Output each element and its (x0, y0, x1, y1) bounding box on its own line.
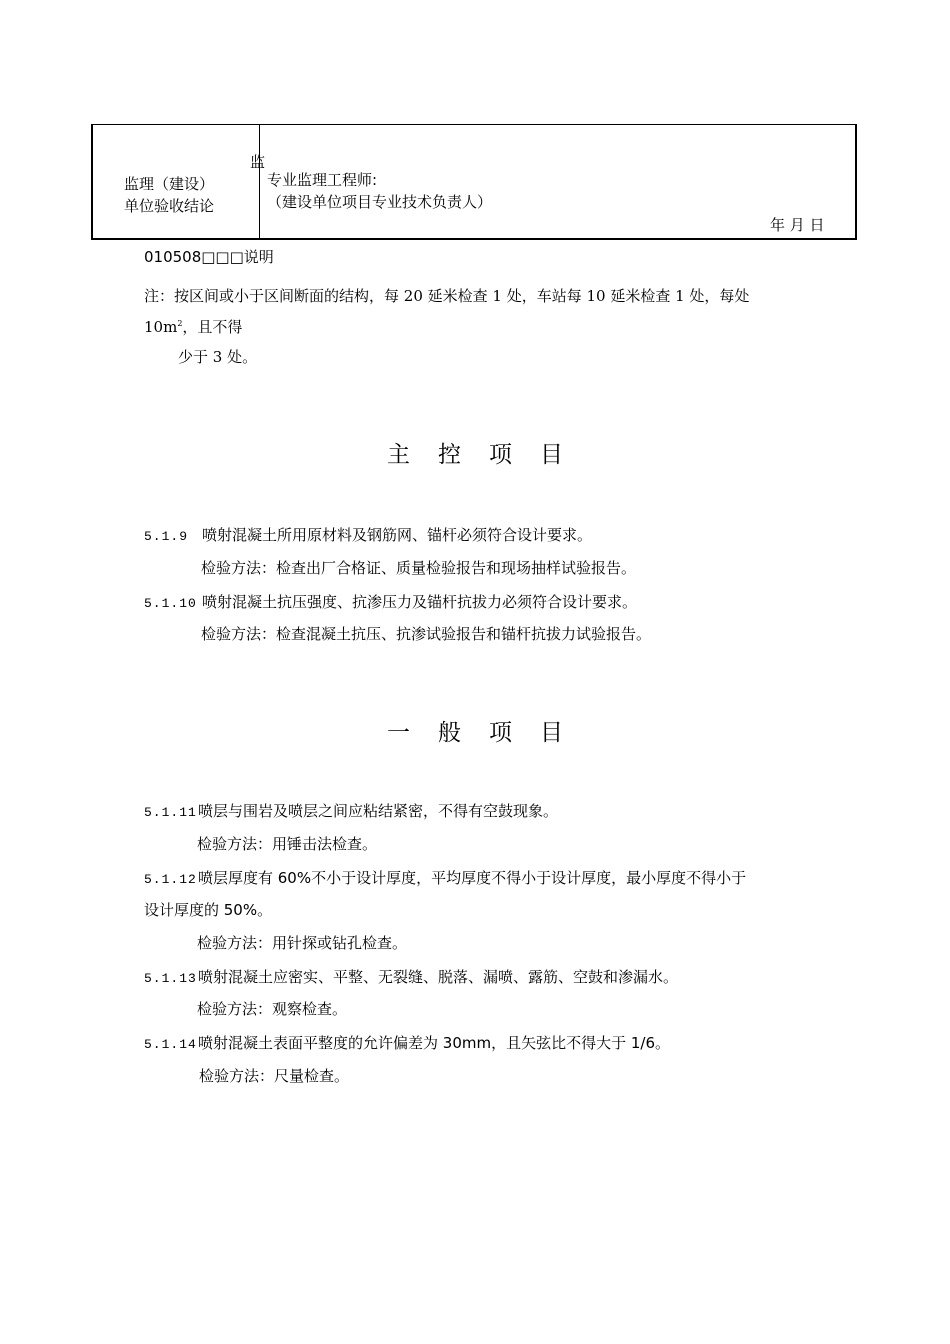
supervision-mark: 监 (250, 153, 266, 171)
table-left-label (124, 173, 214, 217)
item-number: 5.1.12 (144, 872, 197, 887)
general-item-2-method: 检验方法：用针探或钻孔检查。 (197, 934, 408, 952)
code-line: 010508□□□说明 (144, 248, 274, 266)
date-label: 年 月 日 (770, 216, 825, 234)
item-number: 5.1.10 (144, 596, 197, 611)
item-number: 5.1.13 (144, 971, 197, 986)
main-item-1-method: 检验方法：检查出厂合格证、质量检验报告和现场抽样试验报告。 (201, 559, 637, 577)
general-item-3 (144, 966, 678, 987)
general-item-4-method: 检验方法：尺量检查。 (199, 1067, 350, 1085)
main-control-heading: 主控项目 (387, 442, 591, 468)
note-line3: 少于 3 处。 (178, 348, 258, 366)
acceptance-table (91, 124, 857, 240)
item-text: 喷射混凝土应密实、平整、无裂缝、脱落、漏喷、露筋、空鼓和渗漏水。 (198, 968, 679, 986)
note-area-superscript: 2 (177, 319, 183, 328)
general-item-4 (144, 1032, 670, 1053)
item-text: 喷射混凝土所用原材料及钢筋网、锚杆必须符合设计要求。 (202, 526, 593, 544)
item-text: 喷层厚度有 60%不小于设计厚度，平均厚度不得小于设计厚度，最小厚度不得小于 (198, 869, 747, 887)
item-number: 5.1.14 (144, 1037, 197, 1052)
general-item-1-method: 检验方法：用锤击法检查。 (197, 835, 378, 853)
general-item-2 (144, 867, 746, 888)
note-line2 (144, 316, 242, 337)
left-label-line2: 单位验收结论 (124, 197, 215, 215)
main-item-2-method: 检验方法：检查混凝土抗压、抗渗试验报告和锚杆抗拔力试验报告。 (201, 625, 652, 643)
general-item-2-cont: 设计厚度的 50%。 (144, 901, 273, 919)
general-item-3-method: 检验方法：观察检查。 (197, 1000, 348, 1018)
item-text: 喷层与围岩及喷层之间应粘结紧密，不得有空鼓现象。 (198, 802, 559, 820)
general-heading: 一般项目 (387, 720, 591, 746)
left-label-line1: 监理（建设） (124, 175, 215, 193)
item-number: 5.1.11 (144, 805, 197, 820)
item-text: 喷射混凝土抗压强度、抗渗压力及锚杆抗拔力必须符合设计要求。 (202, 593, 638, 611)
note-line1: 注：按区间或小于区间断面的结构，每 20 延米检查 1 处，车站每 10 延米检查 1 处，每处 (144, 287, 750, 305)
table-divider (259, 125, 260, 238)
note-line2-suffix: ，且不得 (182, 318, 243, 336)
item-number: 5.1.9 (144, 529, 189, 544)
engineer-label: 专业监理工程师: (267, 171, 378, 189)
general-item-1 (144, 800, 558, 821)
main-item-1 (144, 524, 592, 545)
owner-label: （建设单位项目专业技术负责人） (267, 193, 493, 211)
main-item-2 (144, 591, 637, 612)
note-area-value: 10m (144, 318, 178, 336)
item-text: 喷射混凝土表面平整度的允许偏差为 30mm，且矢弦比不得大于 1/6。 (198, 1034, 670, 1052)
